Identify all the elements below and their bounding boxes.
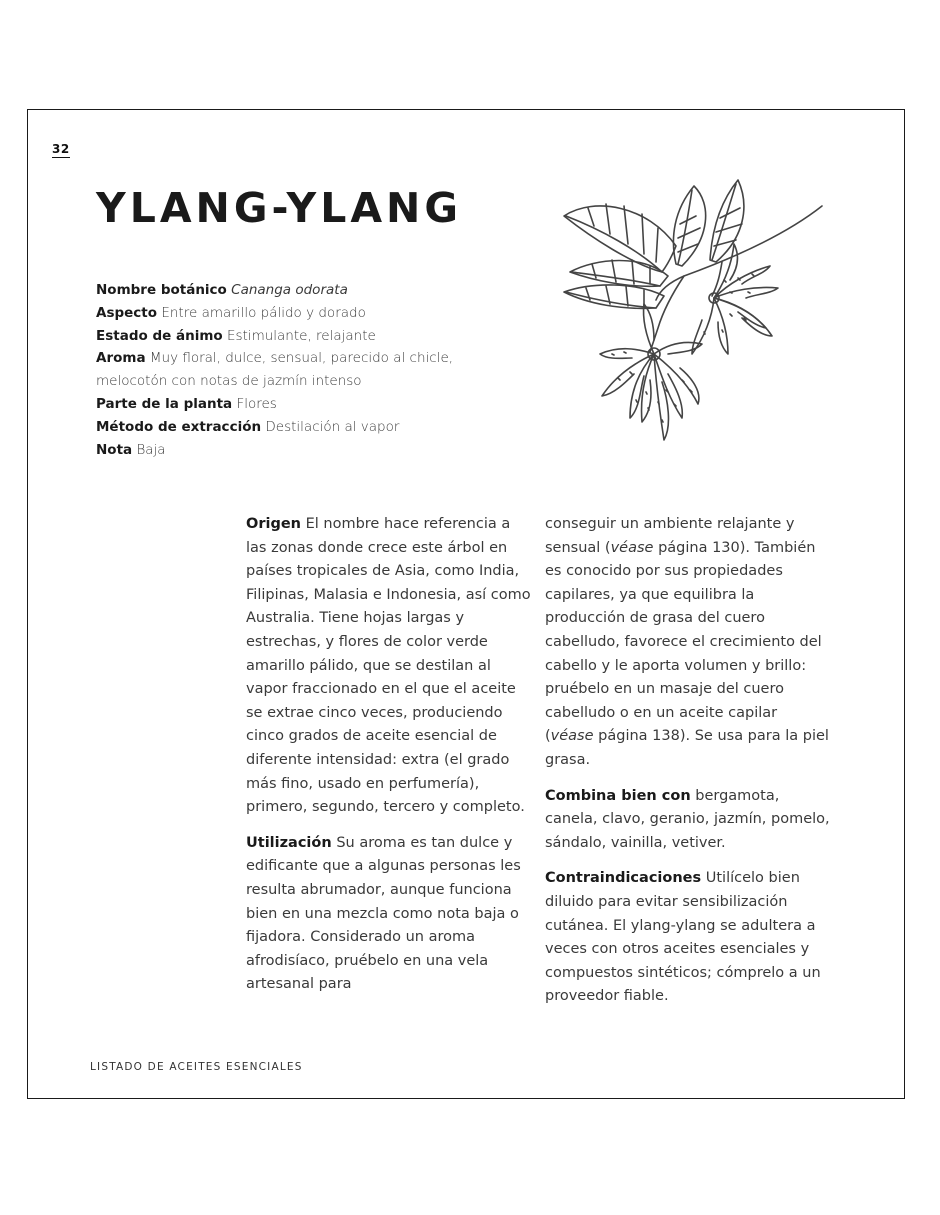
fact-value: Destilación al vapor <box>265 418 400 435</box>
fact-aroma <box>96 347 476 370</box>
cross-reference: véase <box>610 539 654 556</box>
section-contraindicaciones <box>545 867 830 1009</box>
page-title: YLANG-YLANG <box>96 184 463 232</box>
section-utilizacion <box>246 832 531 997</box>
fact-value: Baja <box>136 441 166 458</box>
fact-value: Entre amarillo pálido y dorado <box>161 304 366 321</box>
flower-cluster <box>600 304 702 440</box>
leaf <box>564 285 664 308</box>
ylang-ylang-illustration <box>552 168 824 458</box>
fact-label: Método de extracción <box>96 418 262 435</box>
leaf <box>673 186 705 266</box>
stem <box>650 276 684 352</box>
fact-mood <box>96 325 476 348</box>
fact-botanical-name <box>96 279 476 302</box>
fact-label: Aspecto <box>96 304 158 321</box>
section-combina <box>545 785 830 856</box>
running-footer: LISTADO DE ACEITES ESENCIALES <box>90 1061 303 1073</box>
section-label: Combina bien con <box>545 787 691 804</box>
fact-value: Estimulante, relajante <box>226 327 376 344</box>
fact-value: Muy floral, dulce, sensual, parecido al chicle, <box>149 350 454 367</box>
section-text: El nombre hace referencia a las zonas donde crece este árbol en países tropicales de Asia, como India, Filipinas, Malasia e Indonesia, así como Australia. Tiene hojas largas y estrechas, y flores de color verde amarillo pálido, que se destilan al vapor fraccionado en el que el aceite se extrae cinco veces, produciendo cinco grados de aceite esencial de diferente intensidad: extra (el grado más fino, usado en perfumería), primero, segundo, tercero y completo. <box>246 516 531 816</box>
fact-extraction-method <box>96 416 476 439</box>
section-text: Utilícelo bien diluido para evitar sensibilización cutánea. El ylang-ylang se adultera a veces con otros aceites esenciales y compuestos sintéticos; cómprelo a un proveedor fiable. <box>545 870 821 1005</box>
section-label: Utilización <box>246 834 332 851</box>
fact-label: Estado de ánimo <box>96 327 223 344</box>
fact-value: Flores <box>236 395 277 412</box>
section-text: página 130). También es conocido por sus propiedades capilares, ya que equilibra la producción de grasa del cuero cabelludo, favorece el crecimiento del cabello y le aporta volumen y brillo: pruébelo en un masaje del cuero cabelludo o en un aceite capilar ( <box>545 539 822 745</box>
fact-value: melocotón con notas de jazmín intenso <box>96 373 362 390</box>
section-text: bergamota, canela, clavo, geranio, jazmín, pomelo, sándalo, vainilla, vetiver. <box>545 787 830 851</box>
fact-appearance <box>96 302 476 325</box>
flower-cluster <box>692 244 778 354</box>
fact-plant-part <box>96 393 476 416</box>
fact-note <box>96 439 476 462</box>
leaf <box>564 204 676 272</box>
fact-label: Nombre botánico <box>96 282 227 298</box>
section-origen <box>246 513 531 820</box>
leaf <box>710 180 744 262</box>
fact-label: Nota <box>96 441 133 458</box>
facts-list <box>96 279 476 461</box>
fact-aroma-continued <box>96 370 476 393</box>
section-text: conseguir un ambiente relajante y sensual ( <box>545 516 795 556</box>
text-column-right <box>545 513 830 1021</box>
section-label: Contraindicaciones <box>545 870 702 887</box>
page-number: 32 <box>52 142 70 156</box>
text-column-left <box>246 513 531 1009</box>
fact-label: Aroma <box>96 350 146 367</box>
fact-label: Parte de la planta <box>96 395 233 412</box>
section-utilizacion-continued <box>545 513 830 773</box>
section-text: Su aroma es tan dulce y edificante que a algunas personas les resulta abrumador, aunque funciona bien en una mezcla como nota baja o fijadora. Considerado un aroma afrodisíaco, pruébelo en una vela artesanal para <box>246 834 521 993</box>
section-text: página 138). Se usa para la piel grasa. <box>545 728 829 768</box>
cross-reference: véase <box>550 728 594 745</box>
fact-value: Cananga odorata <box>231 282 348 298</box>
section-label: Origen <box>246 516 301 532</box>
